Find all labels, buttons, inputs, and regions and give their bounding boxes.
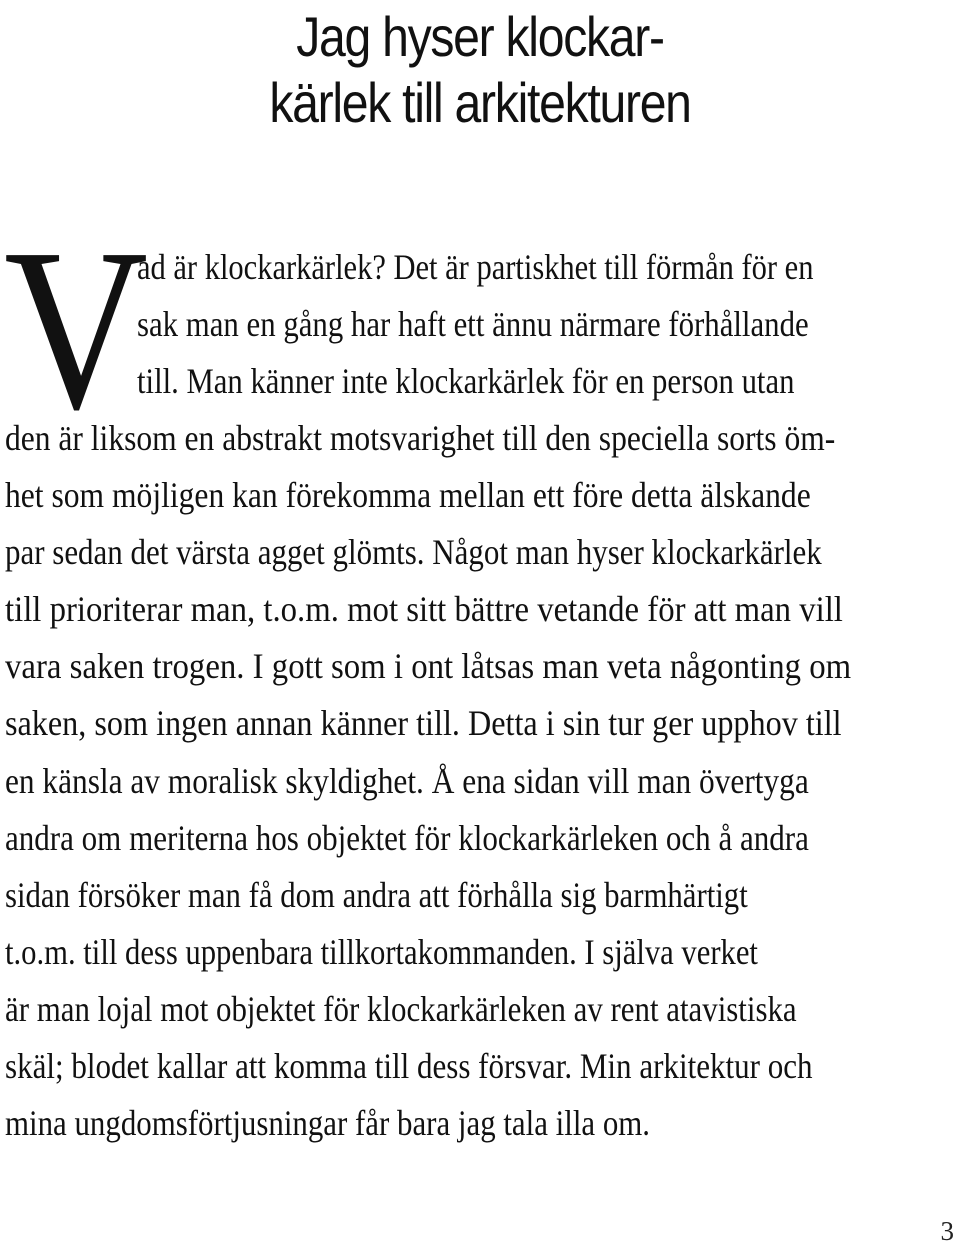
drop-cap: V xyxy=(4,201,149,458)
body-line: till. Man känner inte klockarkärlek för en person utan xyxy=(137,361,795,401)
page-title xyxy=(67,0,893,136)
body-line: en känsla av moralisk skyldighet. Å ena sidan vill man övertyga xyxy=(5,761,809,801)
title-line-1: Jag hyser klockar- xyxy=(296,5,664,68)
body-line: andra om meriterna hos objektet för klockarkärleken och å andra xyxy=(5,818,809,858)
body-line: sidan försöker man få dom andra att förhålla sig barmhärtigt xyxy=(5,875,748,915)
body-line: vara saken trogen. I gott som i ont låtsas man veta någonting om xyxy=(5,646,852,686)
body-line: skäl; blodet kallar att komma till dess försvar. Min arkitektur och xyxy=(5,1046,813,1086)
body-line: sak man en gång har haft ett ännu närmare förhållande xyxy=(137,304,809,344)
body-line: par sedan det värsta agget glömts. Något man hyser klockarkärlek xyxy=(5,532,822,572)
body-line: ad är klockarkärlek? Det är partiskhet till förmån för en xyxy=(137,247,814,287)
body-line: het som möjligen kan förekomma mellan ett före detta älskande xyxy=(5,475,811,515)
body-line: den är liksom en abstrakt motsvarighet till den speciella sorts öm- xyxy=(5,418,836,458)
body-line: t.o.m. till dess uppenbara tillkortakommanden. I själva verket xyxy=(5,932,758,972)
body-line: saken, som ingen annan känner till. Detta i sin tur ger upphov till xyxy=(5,703,842,743)
body-line: mina ungdomsförtjusningar får bara jag tala illa om. xyxy=(5,1103,651,1143)
body-line: är man lojal mot objektet för klockarkärleken av rent atavistiska xyxy=(5,989,797,1029)
body-line: till prioriterar man, t.o.m. mot sitt bättre vetande för att man vill xyxy=(5,589,843,629)
page-number: 3 xyxy=(940,1216,954,1246)
title-line-2: kärlek till arkitekturen xyxy=(269,71,691,134)
